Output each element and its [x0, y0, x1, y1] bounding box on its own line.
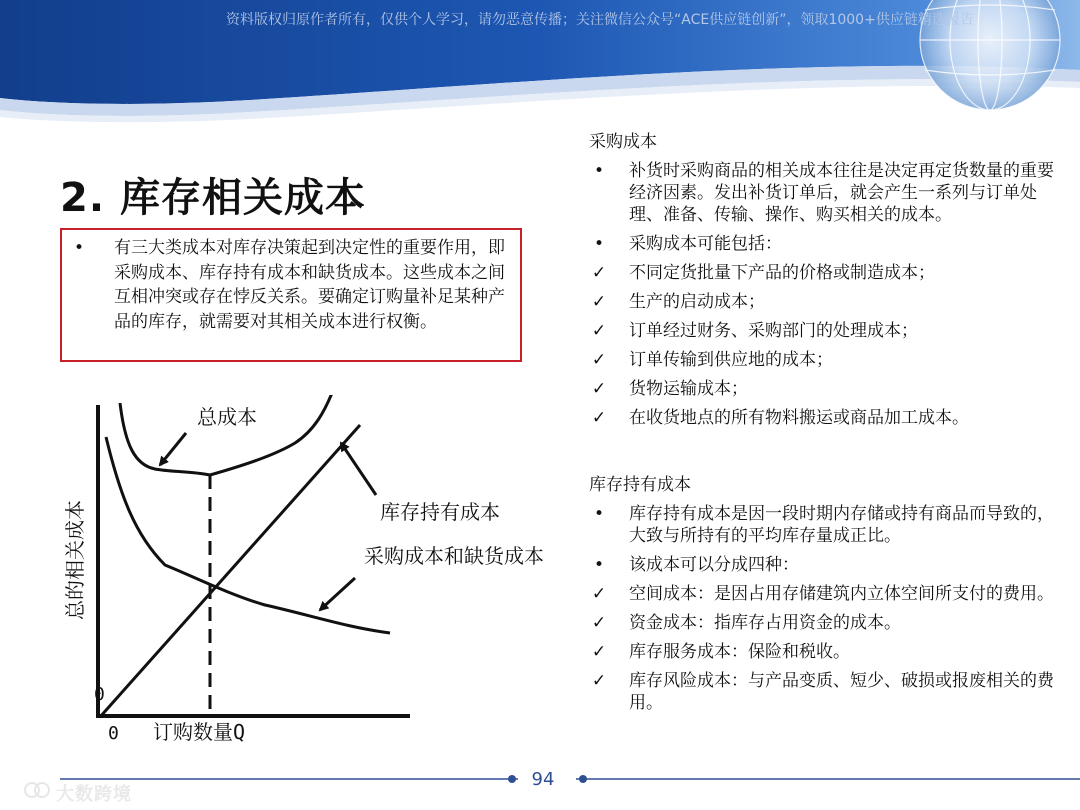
list-item-text: 生产的启动成本； — [629, 292, 765, 312]
list-item — [589, 160, 1059, 226]
brand-watermark: 大数跨境 — [56, 784, 132, 805]
page-number: 94 — [531, 769, 555, 790]
list-item — [589, 670, 1059, 714]
list-item — [589, 349, 1059, 371]
list-item — [589, 554, 1059, 576]
holding-cost-heading: 库存持有成本 — [589, 475, 691, 495]
list-item-text: 订单经过财务、采购部门的处理成本； — [629, 321, 918, 341]
procurement-cost-heading: 采购成本 — [589, 132, 657, 152]
procurement-cost-list — [589, 160, 1059, 429]
bullet-marker: • — [593, 555, 605, 575]
list-item-text: 该成本可以分成四种： — [629, 555, 799, 575]
watermark-text: 资料版权归原作者所有，仅供个人学习，请勿恶意传播；关注微信公众号“ACE供应链创新”，领取1000+供应链精选报告 — [226, 12, 974, 28]
bullet-marker: • — [74, 238, 85, 258]
holding-cost-list — [589, 503, 1059, 714]
checkmark-icon: ✓ — [591, 321, 607, 341]
checkmark-icon: ✓ — [591, 613, 607, 633]
holding-cost-label: 库存持有成本 — [380, 500, 500, 524]
list-item — [589, 612, 1059, 634]
checkmark-icon: ✓ — [591, 584, 607, 604]
list-item-text: 不同定货批量下产品的价格或制造成本； — [629, 263, 935, 283]
checkmark-icon: ✓ — [591, 292, 607, 312]
checkmark-icon: ✓ — [591, 263, 607, 283]
list-item — [589, 503, 1059, 547]
section-spacer — [589, 436, 1059, 471]
holding-cost-arrow — [341, 443, 376, 495]
list-item-text: 空间成本：是因占用存储建筑内立体空间所支付的费用。 — [629, 584, 1054, 604]
checkmark-icon: ✓ — [591, 671, 607, 691]
checkmark-icon: ✓ — [591, 379, 607, 399]
brand-logo-icon — [22, 777, 52, 803]
list-item — [589, 583, 1059, 605]
x-axis-label: 订购数量Q — [153, 720, 246, 744]
list-item — [589, 320, 1059, 342]
origin-label-x: 0 — [108, 723, 119, 744]
list-item-text: 补货时采购商品的相关成本往往是决定再定货数量的重要经济因素。发出补货订单后，就会产生一系列与订单处理、准备、传输、操作、购买相关的成本。 — [629, 161, 1054, 225]
list-item-text: 库存持有成本是因一段时期内存储或持有商品而导致的，大致与所持有的平均库存量成正比。 — [629, 504, 1054, 546]
checkmark-icon: ✓ — [591, 642, 607, 662]
checkmark-icon: ✓ — [591, 350, 607, 370]
list-item — [589, 262, 1059, 284]
list-item-text: 在收货地点的所有物料搬运或商品加工成本。 — [629, 408, 969, 428]
bullet-marker: • — [593, 161, 605, 181]
list-item — [589, 233, 1059, 255]
list-item — [589, 407, 1059, 429]
cost-tradeoff-diagram — [60, 395, 590, 750]
list-item-text: 订单传输到供应地的成本； — [629, 350, 833, 370]
right-column — [589, 128, 1059, 721]
purchase-shortage-cost-label: 采购成本和缺货成本 — [364, 544, 544, 568]
list-item — [589, 641, 1059, 663]
intro-callout-box — [60, 228, 522, 362]
bullet-marker: • — [593, 504, 605, 524]
total-cost-arrow — [160, 433, 186, 465]
checkmark-icon: ✓ — [591, 408, 607, 428]
slide-title: 2. 库存相关成本 — [60, 175, 366, 221]
y-axis-label: 总的相关成本 — [63, 500, 87, 620]
list-item-text: 库存风险成本：与产品变质、短少、破损或报废相关的费用。 — [629, 671, 1054, 713]
list-item-text: 库存服务成本：保险和税收。 — [629, 642, 850, 662]
list-item-text: 资金成本：指库存占用资金的成本。 — [629, 613, 901, 633]
purchase-shortage-arrow — [320, 578, 355, 610]
list-item — [589, 291, 1059, 313]
list-item — [589, 378, 1059, 400]
bullet-marker: • — [593, 234, 605, 254]
total-cost-label: 总成本 — [197, 405, 257, 429]
list-item-text: 货物运输成本； — [629, 379, 748, 399]
intro-text: 有三大类成本对库存决策起到决定性的重要作用，即采购成本、库存持有成本和缺货成本。这些成本之间互相冲突或存在悖反关系。要确定订购量补足某种产品的库存，就需要对其相关成本进行权衡。 — [114, 238, 505, 332]
origin-label-y: 0 — [94, 684, 105, 705]
list-item-text: 采购成本可能包括： — [629, 234, 782, 254]
